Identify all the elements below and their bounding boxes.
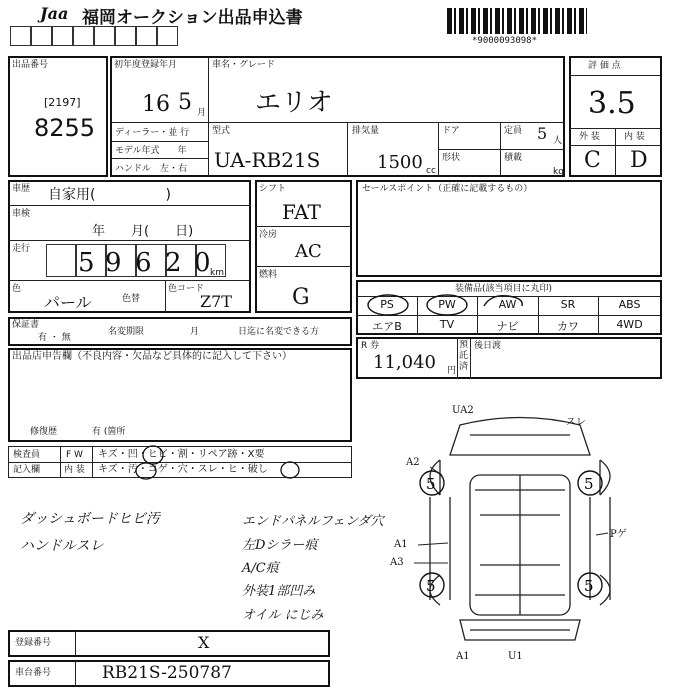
inspector-label: 検査員 [13,450,41,460]
note-right-3: A/C痕 [242,561,279,576]
recycle-label: R 券 [361,341,380,351]
deadline-month: 月 [190,327,200,337]
load-label: 積載 [504,153,523,163]
diagram-label-u1: U1 [508,651,523,662]
handle-label: ハンドル 左・右 [115,164,188,174]
note-right-5: オイル にじみ [242,608,324,623]
color-code: Z7T [200,292,232,311]
fuel-value: G [292,285,310,310]
displacement: 1500 [377,152,423,173]
recycle-unit: 円 [447,366,457,376]
chassis-value: RB21S-250787 [102,663,232,683]
fw-label: F W [66,450,83,460]
model-type: UA-RB21S [214,148,321,172]
logo: Jaa [40,4,69,23]
displacement-unit: cc [426,166,436,176]
car-diagram [390,405,670,662]
exterior-label: 外 装 [579,132,600,142]
note-left-1: ダッシュボードヒビ汚 [20,511,160,527]
registration-month: 5 [178,90,192,115]
recycle-paid: 預託済 [459,340,469,372]
month-unit: 月 [197,108,207,118]
load-unit: kg [553,167,564,177]
first-registration-label: 初年度登録年月 [114,60,178,70]
mileage-digit-2: 9 [105,248,122,278]
recycle-other: 後日渡 [474,341,502,351]
warranty-value: 有 ・ 無 [38,333,71,343]
usage-value: 自家用( ) [48,187,171,203]
barcode-number: *9000093098* [472,36,538,46]
equip-leather: カワ [557,320,579,333]
circle-hi [281,462,299,478]
shift-label: シフト [259,184,287,194]
equip-tv: TV [439,318,455,331]
registration-no-value: X [198,633,210,652]
circle-pw [427,295,467,315]
color-value: パール [44,293,92,312]
sales-point-box [356,180,662,277]
capacity: 5 [537,124,548,143]
usage-label: 車歴 [12,184,31,194]
mileage-digit-1: 5 [78,248,95,278]
mileage-digit-4: 2 [165,248,182,278]
repair-value: 有 (箇所 [92,427,126,437]
equip-aw: AW [498,298,517,311]
diagram-label-ua2: UA2 [452,405,474,416]
diagram-label-sure: スレ [566,417,586,428]
circle-yogore [136,463,156,479]
mileage-label: 走行 [12,244,31,254]
equipment-label: 装備品(該当項目に丸印) [455,284,553,294]
circle-aw [484,296,522,306]
lot-number: 8255 [34,114,96,142]
lot-number-label: 出品番号 [12,60,49,70]
note-right-4: 外装1部凹み [242,584,316,599]
equip-navi: ナビ [496,320,519,333]
circle-hekomi [143,446,163,464]
diagram-label-pge: Pゲ [610,529,627,540]
chassis-label: 車台番号 [15,668,52,678]
note-right-2: 左Dシラー痕 [242,538,318,553]
barcode [447,8,587,34]
mileage-unit: km [210,268,224,278]
evaluation-label: 評 価 点 [588,61,621,71]
equip-abs: ABS [618,298,641,311]
report-label: 出品店申告欄（不良内容・欠品など具体的に記入して下さい） [12,351,292,362]
mileage-digit-3: 6 [135,248,152,278]
inspection-label: 車検 [12,209,31,219]
equip-airbag: エアB [372,320,402,333]
car-name: エリオ [255,88,333,118]
equip-ps: PS [380,298,394,311]
shift-value: FAT [282,200,321,224]
warranty-label: 保証書 [12,320,40,330]
exterior-grade: C [584,148,601,173]
note-left-2: ハンドルスレ [20,538,104,554]
circle-ps [368,295,408,315]
registration-no-box [8,630,330,657]
model-type-label: 型式 [212,126,231,136]
inspection-value: 年 月( 日) [92,224,194,239]
color-label: 色 [12,284,22,294]
registration-no-label: 登録番号 [15,638,52,648]
diagram-label-a1: A1 [394,539,408,550]
capacity-label: 定員 [504,126,523,136]
ac-value: AC [295,241,322,262]
interior-grade: D [630,148,648,173]
equipment-circles [356,292,556,318]
page-title: 福岡オークション出品申込書 [82,8,303,28]
displacement-label: 排気量 [352,126,380,136]
equip-pw: PW [438,298,456,311]
interior-label: 内 装 [624,132,645,142]
ac-label: 冷房 [259,230,278,240]
diagram-label-a1-bottom: A1 [456,651,470,662]
in-label: 内 装 [64,465,85,475]
tire-value-rl: 5 [426,577,436,595]
color-code-label: 色コード [168,284,205,294]
lot-sub-number: [2197] [44,96,81,109]
fw-items: キズ・凹・ヒビ・割・リペア跡・X要 [98,449,265,460]
diagram-label-a3: A3 [390,557,404,568]
recycle-value: 11,040 [373,352,436,373]
in-items: キズ・汚・コゲ・穴・スレ・ヒ・破し [98,464,268,475]
color-change-label: 色替 [122,294,141,304]
tire-value-fr: 5 [584,475,594,493]
note-right-1: エンドパネルフェンダ穴 [242,514,384,529]
evaluation-score: 3.5 [588,86,636,121]
capacity-unit: 人 [553,136,563,146]
sales-point-label: セールスポイント（正確に記載するもの） [362,184,533,194]
damage-circles [90,440,350,482]
dealer-label: ディーラー・並 行 [115,128,190,138]
registration-year: 16 [142,92,170,117]
model-year-label: モデル年式 年 [115,146,187,156]
mileage-digit-5: 0 [194,248,211,278]
tire-value-fl: 5 [426,475,436,493]
car-name-label: 車名・グレード [212,60,276,70]
repair-label: 修復歴 [30,427,58,437]
deadline-note: 日迄に名変できる方 [238,327,320,337]
diagram-label-a2: A2 [406,457,420,468]
report-box [8,348,352,442]
tire-value-rr: 5 [584,577,594,595]
equip-sr: SR [560,298,576,311]
entry-label: 記入欄 [13,465,41,475]
fuel-label: 燃料 [259,270,278,280]
deadline-label: 名変期限 [108,327,145,337]
shape-label: 形状 [442,153,461,163]
equip-4wd: 4WD [616,318,643,331]
door-label: ドア [442,126,460,136]
